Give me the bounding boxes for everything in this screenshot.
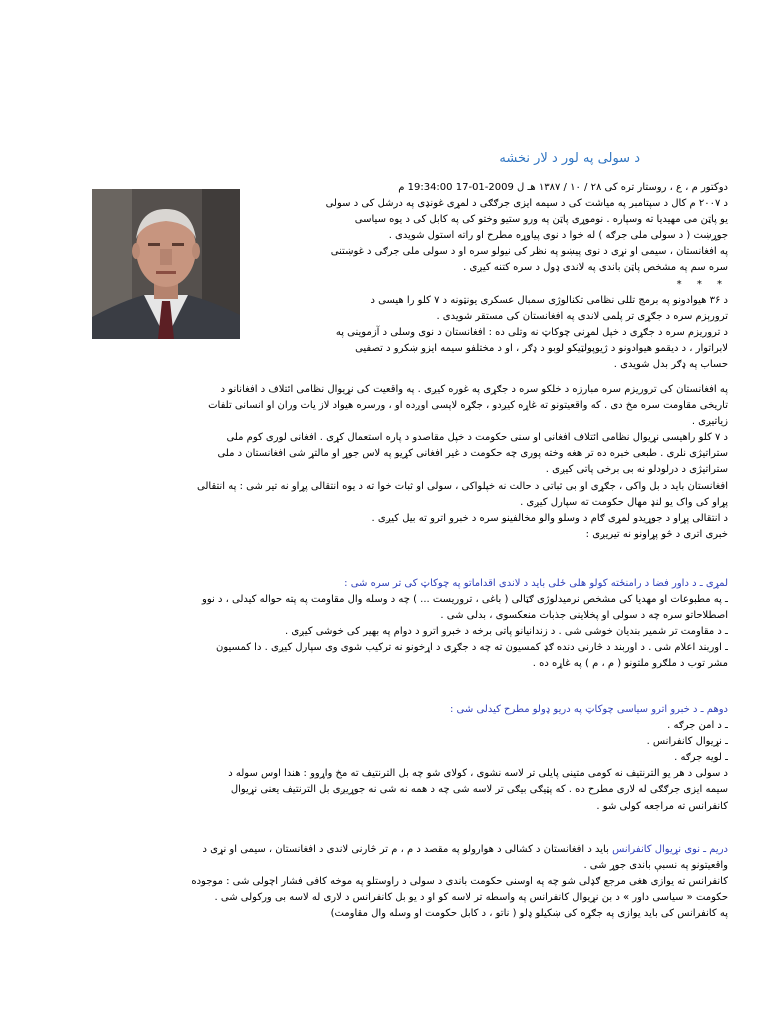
text-line: ـ اوربند اعلام شی . د اوربند د څارنی دنده ګډ کمسیون ته چه د جګړی د اړخونو نه ترکیب شوی وی سپارل کیږی . دا کمسیون	[216, 642, 728, 654]
text-line: د سولی د هر یو الترنتیف نه کومی متینی پایلی تر لاسه نشوی ، کولای شو چه بل الترنتیف ته مخ واړوو : هندا اوس سوله د	[228, 768, 728, 780]
text-line: زیاتیږی .	[691, 416, 728, 428]
section-heading: دوهم ـ د خبرو اترو سیاسی چوکاټ په دریو ډولو مطرح کیدلی شی :	[450, 704, 728, 715]
section-heading: لمړی ـ د داور فضا د رامنځته کولو هلی ځلی باید د لاندی اقداماتو په چوکاټ کی تر سره شی :	[344, 578, 728, 589]
text-line: پړاو کی واک یو لنډ مهال حکومت ته سپارل کیږی .	[520, 496, 728, 508]
text-line: اصطلاحاتو سره چه د سولی او پخلاینی جذبات منعکسوی ، بدلی شی .	[440, 610, 728, 622]
section-heading: دریم ـ نوی نړیوال کانفرانس	[612, 844, 728, 855]
text-line: د انتقالی پړاو د جوړیدو لمړی ګام د وسلو والو مخالفینو سره د خبرو اترو ته بیل کیږی .	[371, 512, 728, 524]
text-line: ـ نړیوال کانفرانس .	[646, 736, 728, 748]
text-line: کانفرانس ته یوازی هغی مرجع ګډلی شو چه په اوسنی حکومت باندی د سولی د راوستلو په موخه کافی فشار اچولی شی : موجوده	[191, 876, 728, 888]
text-line: په کانفرانس کی باید یوازی په جګړه کی ښکیلو ډلو ( ناتو ، د کابل حکومت او وسله وال مقاومت)	[330, 908, 728, 920]
text-line: ـ د مقاومت تر شمیر بندیان خوشی شی . د زندانیانو پاتی برخه د خبرو اترو د دوام په بهیر کی خوشی کیږی .	[285, 626, 728, 638]
article-block-2	[88, 382, 728, 543]
text-line: د ۷ کلو راهیسی نړیوال نظامی ائتلاف افغانی او سنی حکومت د خپل مقاصدو د پاره استعمال کړی . افغانی لوری کوم ملی	[226, 432, 728, 444]
text-line: واقعیتونو په نسبې باندی جوړ شی .	[583, 860, 728, 872]
article-title: د سولی په لور د لار نخشه	[499, 151, 640, 166]
article-section-3	[88, 842, 728, 922]
text-line: حساب په ډګر بدل شویدی .	[613, 359, 728, 371]
text-line: دوکتور م ، ع ، روستار تره کی ۲۸ / ۱۰ / ۱۳۸۷ هـ ل 2009-01-17 19:34:00 م	[398, 182, 728, 193]
article-section-2	[88, 702, 728, 815]
text-line: په افغانستان کی تروریزم سره مبارزه د خلکو سره د جګړی په غوره کیږی . په واقعیت کی نړیوال نظامی ائتلاف د افغانانو د	[220, 384, 728, 395]
text-line: ستراتیژی نلری . طبعی خبره ده تر هغه وخته پوری چه حکومت د غیر افغانی کړیو په لاس جوړ او مالتړ شی افغانستان د ملی	[217, 448, 728, 460]
text-line: ـ په مطبوعات او مهدیا کی مشخص نرمیدلوژی ګټالی ( باغی ، تروریست ... ) چه د وسله وال مقاومت په پته حواله کیدلی ، د نوو	[202, 594, 728, 606]
text-line: ستراتیژی د درلودلو نه بی برخی پاتی کیږی .	[545, 464, 728, 476]
article-section-1	[88, 576, 728, 673]
text-line: ـ د امن جرګه .	[667, 720, 728, 732]
section-3-first-line	[88, 842, 728, 858]
text-line: د تروریزم سره د جګړی د خپل لمړنی چوکاټ نه وتلی ده : افغانستان د نوی وسلی د آزموینی په	[335, 326, 728, 338]
text-line: ترورېزم سره د جګړی تر پلمی لاندی په افغانستان کی مستقر شویدی .	[436, 310, 728, 322]
text-line: سره سم په مشخص پاټن باندی په لاندی ډول د سره کتنه کیږی .	[463, 262, 728, 274]
text-line: افغانستان باید د بل واکی ، جګړی او بی ثباتی د حالت نه خپلواکی ، سولی او ثبات خوا ته د یوه انتقالی پړاو نه تیر شی : په انتقالی	[197, 480, 728, 492]
text-line: په افغانستان ، سیمی او نړی د نوی پیښو په نظر کی نیولو سره او د سولی ملی جرګی د غوښتنی	[330, 246, 728, 258]
text-line: سیمه ایزی جرګګی له لاری مطرح ده . که پټیګی بیګی تر لاسه شی چه د همه نه شی نه جوړیږی بل الترنتیف یعنی نړیوال	[230, 784, 728, 796]
text-fragment: باید د افغانستان د کشالی د هوارولو په مقصد د م ، م تر څارنی لاندی د افغانستان ، سیمی او نړی د	[202, 844, 613, 855]
text-line: حکومت « سیاسی داور » د بن نړیوال کانفرانس په واسطه تر لاسه کو او د یو بل کانفرانس د لاری له لاسه بی ورکولی شی .	[214, 892, 728, 904]
separator-stars: * * *	[676, 278, 728, 290]
text-line: ـ لویه جرګه .	[674, 752, 728, 764]
text-line: جوړښت ( د سولی ملی جرګه ) له خوا د نوی پیاوړه مطرح او راته استول شویدی .	[388, 230, 728, 242]
text-line: مشر توب د ملګرو ملتونو ( م ، م ) په غاړه ده .	[532, 658, 728, 670]
text-line: د ۳۶ هیوادونو په برمج تللی نظامی تکنالوژی سمبال عسکری یونټونه د ۷ کلو را هیسی د	[370, 294, 728, 306]
text-line: یو پاټن می مهیدیا ته وسپاره . نوموړی پاټن په ورو ستیو وختو کی په کابل کی د یوه سیاسی	[354, 214, 728, 226]
text-line: د ۲۰۰۷ م کال د سپتامبر په میاشت کی د سیمه ایزی جرګګی د لمړی غونډی په درشل کی د سولی	[325, 198, 728, 210]
text-line: خبری اتری د څو پړاونو نه تیریږی :	[585, 528, 728, 540]
text-line: تاریخی مقاومت سره مخ دی . که واقعیتونو ته غاړه کیږدو ، جګړه لاپسی اوږده او ، ورسره هیواد لاز یات وران او انسانی تلفات	[208, 400, 728, 412]
text-line: لابراتوار ، د دیقمو هیوادونو د ژیوپولټیکو لوبو د ډګر ، او د مختلفو سیمه ایزو ښکرو د تصفیی	[355, 342, 728, 354]
text-line: کانفرانس ته مراجعه کولی شو .	[596, 800, 728, 812]
article-block-1	[88, 180, 728, 373]
